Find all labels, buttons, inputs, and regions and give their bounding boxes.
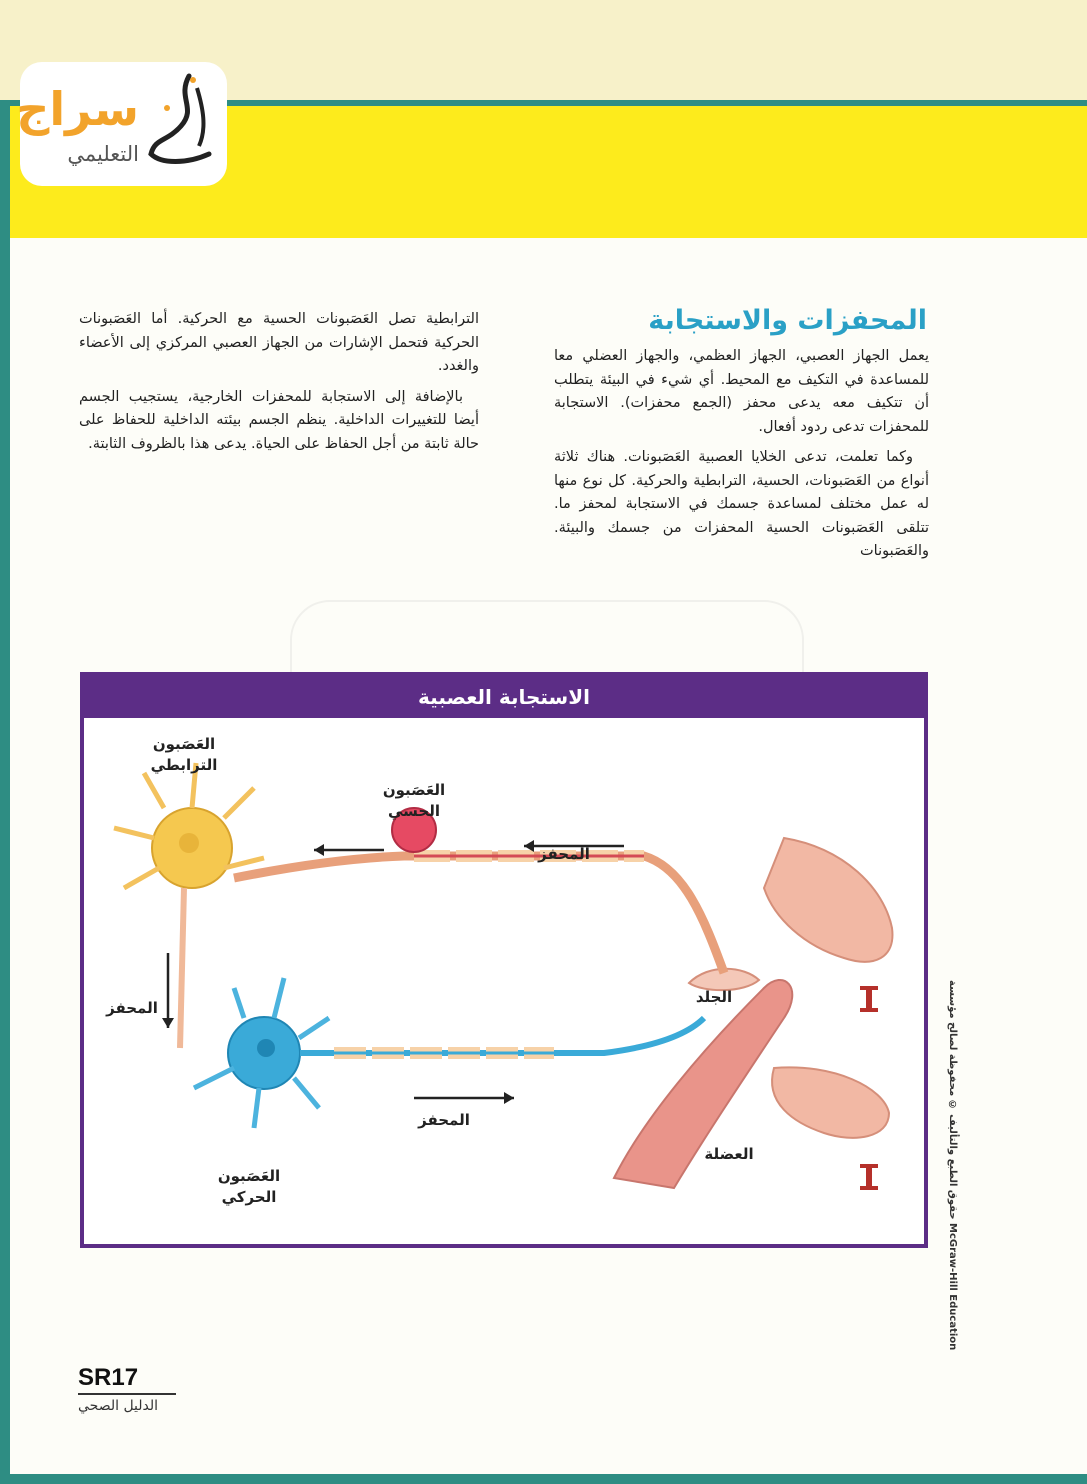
label-interneuron: العَصَبون الترابطي bbox=[150, 735, 218, 774]
label-stimulus-bottom: المحفز bbox=[418, 1111, 470, 1129]
page-section-label: الدليل الصحي bbox=[78, 1398, 159, 1414]
label-stimulus-left: المحفز bbox=[106, 999, 158, 1017]
paragraph: بالإضافة إلى الاستجابة للمحفزات الخارجية، يستجيب الجسم أيضا للتغييرات الداخلية. ينظم الجسم بيئته الداخلية للحفاظ على حالة ثابتة من أجل الحفاظ على الحياة. يدعى هذا بالظروف الثابتة. bbox=[79, 388, 479, 452]
finger-top bbox=[764, 838, 892, 962]
label-motor-neuron: العَصَبون الحركي bbox=[217, 1167, 281, 1206]
label-stimulus-top: المحفز bbox=[538, 845, 590, 863]
label-muscle: العضلة bbox=[704, 1145, 754, 1163]
siraj-logo bbox=[16, 62, 227, 186]
left-text-column bbox=[79, 308, 479, 463]
label-skin: الجلد bbox=[695, 988, 733, 1006]
paragraph: وكما تعلمت، تدعى الخلايا العصبية العَصَبونات. هناك ثلاثة أنواع من العَصَبونات، الحسية، الترابطية والحركية. كل نوع منها له عمل مختلف لمساعدة جسمك في الاستجابة لمحفز ما. تتلقى العَصَبونات الحسية المحفزات من جسمك والبيئة. والعَصَبونات bbox=[554, 449, 929, 559]
logo-word: سراج bbox=[16, 82, 139, 136]
page-frame-left bbox=[0, 238, 10, 1484]
finger-bottom bbox=[772, 1067, 889, 1137]
sensory-axon bbox=[234, 856, 724, 973]
page-frame-bottom bbox=[0, 1474, 1087, 1484]
interneuron-axon bbox=[180, 888, 184, 1048]
nerve-response-diagram bbox=[80, 672, 928, 1248]
paragraph: الترابطية تصل العَصَبونات الحسية مع الحركية. أما العَصَبونات الحركية فتحمل الإشارات من الجهاز العصبي المركزي إلى الأعضاء والغدد. bbox=[79, 311, 479, 374]
page-number-underline bbox=[78, 1393, 176, 1395]
paragraph: يعمل الجهاز العصبي، الجهاز العظمي، والجهاز العضلي معا للمساعدة في التكيف مع المحيط. أي شيء في البيئة يتطلب أن تتكيف معه يدعى محفز (الجمع محفزات). الاستجابة للمحفزات تدعى ردود أفعال. bbox=[554, 348, 929, 435]
diagram-title: الاستجابة العصبية bbox=[84, 676, 924, 718]
page-number: SR17 bbox=[78, 1364, 139, 1391]
logo-subtitle: التعليمي bbox=[67, 142, 139, 166]
section-heading: المحفزات والاستجابة bbox=[648, 305, 927, 336]
label-sensory-neuron: العَصَبون الحسي bbox=[382, 781, 446, 820]
right-text-column bbox=[554, 345, 929, 571]
copyright-notice: حقوق الطبع والتأليف © محفوظة لصالح مؤسسة McGraw-Hill Education bbox=[947, 980, 958, 1351]
logo-calligraphy-icon bbox=[137, 68, 221, 180]
